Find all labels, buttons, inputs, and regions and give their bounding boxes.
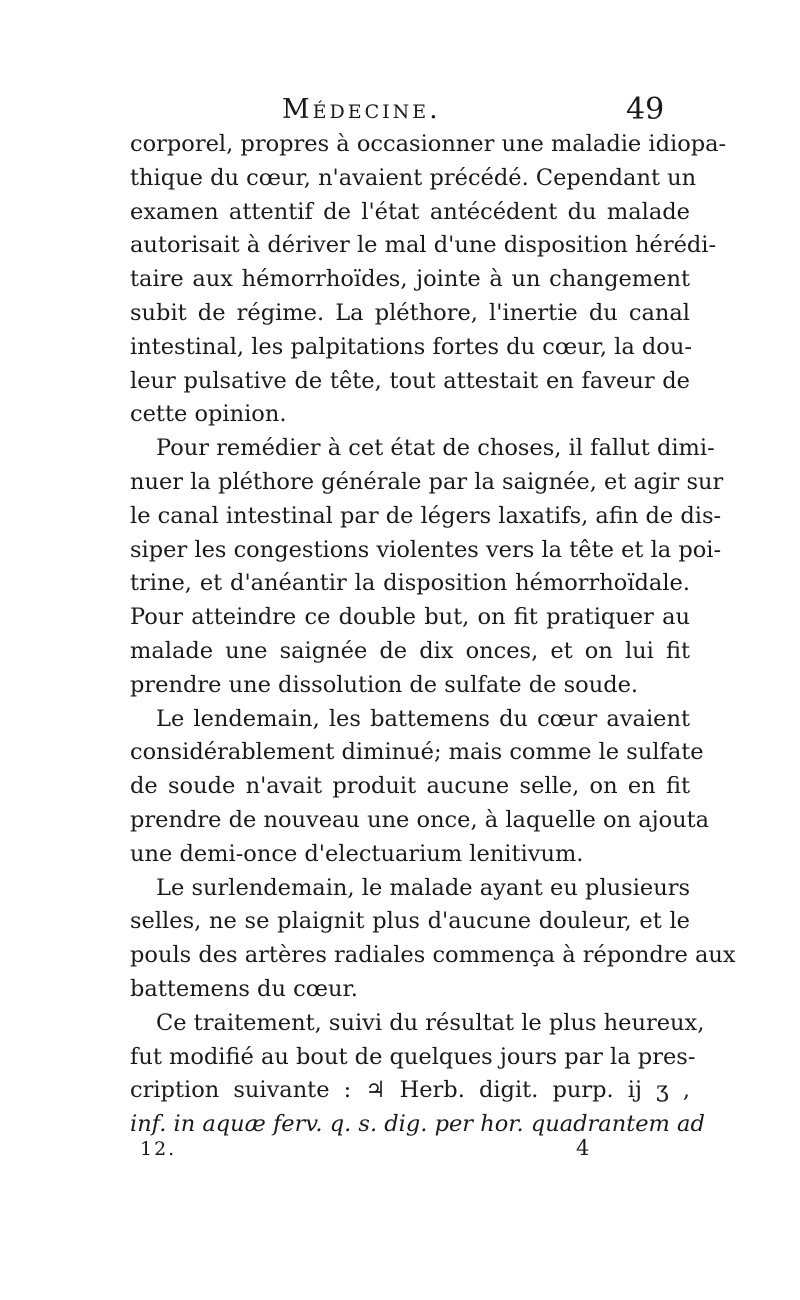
page-number: 49 [626, 92, 665, 127]
text-line: corporel, propres à occasionner une maladie idiopa- [130, 131, 727, 157]
text-line: taire aux hémorrhoïdes, jointe à un changement [130, 266, 690, 293]
text-line: malade une saignée de dix onces, et on lui fit [130, 637, 690, 664]
text-line: prendre une dissolution de sulfate de soude. [130, 671, 639, 698]
text-line: Ce traitement, suivi du résultat le plus heureux, [156, 1009, 705, 1036]
text-line: leur pulsative de tête, tout attestait en faveur de [130, 367, 690, 394]
text-line: le canal intestinal par de légers laxatifs, afin de dis- [130, 502, 722, 529]
text-line: battemens du cœur. [130, 975, 358, 1002]
text-line: nuer la pléthore générale par la saignée, et agir sur [130, 468, 724, 495]
text-line: considérablement diminué; mais comme le sulfate [130, 739, 704, 766]
signature-mark: 12. [140, 1138, 177, 1160]
text-line: fut modifié au bout de quelques jours par la pres- [130, 1043, 696, 1070]
text-line: siper les congestions violentes vers la tête et la poi- [130, 536, 722, 563]
text-line: une demi-once d'electuarium lenitivum. [130, 840, 584, 867]
text-line: selles, ne se plaignit plus d'aucune douleur, et le [130, 908, 690, 935]
page-footer [0, 1138, 800, 1178]
text-line: inf. in aquæ ferv. q. s. dig. per hor. quadrantem ad [130, 1111, 705, 1138]
body-text [130, 128, 736, 1142]
text-line: subit de régime. La pléthore, l'inertie du canal [130, 299, 690, 326]
text-line: Le lendemain, les battemens du cœur avaient [156, 705, 690, 732]
text-line: intestinal, les palpitations fortes du cœur, la dou- [130, 333, 692, 360]
text-line: autorisait à dériver le mal d'une disposition hérédi- [130, 232, 717, 259]
text-line: examen attentif de l'état antécédent du malade [130, 198, 690, 225]
text-line: cription suivante : ♃ Herb. digit. purp. ij ʒ , [130, 1077, 690, 1104]
text-line: Pour atteindre ce double but, on fit pratiquer au [130, 604, 690, 631]
text-line: Pour remédier à cet état de choses, il fallut dimi- [156, 435, 715, 462]
text-line: cette opinion. [130, 401, 287, 428]
running-head: Médecine. [282, 94, 441, 125]
text-line: pouls des artères radiales commença à répondre aux [130, 942, 736, 969]
text-line: prendre de nouveau une once, à laquelle on ajouta [130, 806, 710, 833]
text-line: trine, et d'anéantir la disposition hémorrhoïdale. [130, 570, 690, 597]
text-line: de soude n'avait produit aucune selle, on en fit [130, 773, 690, 800]
text-line: thique du cœur, n'avaient précédé. Cependant un [130, 164, 697, 191]
signature-number: 4 [576, 1136, 590, 1160]
text-line: Le surlendemain, le malade ayant eu plusieurs [156, 874, 690, 901]
